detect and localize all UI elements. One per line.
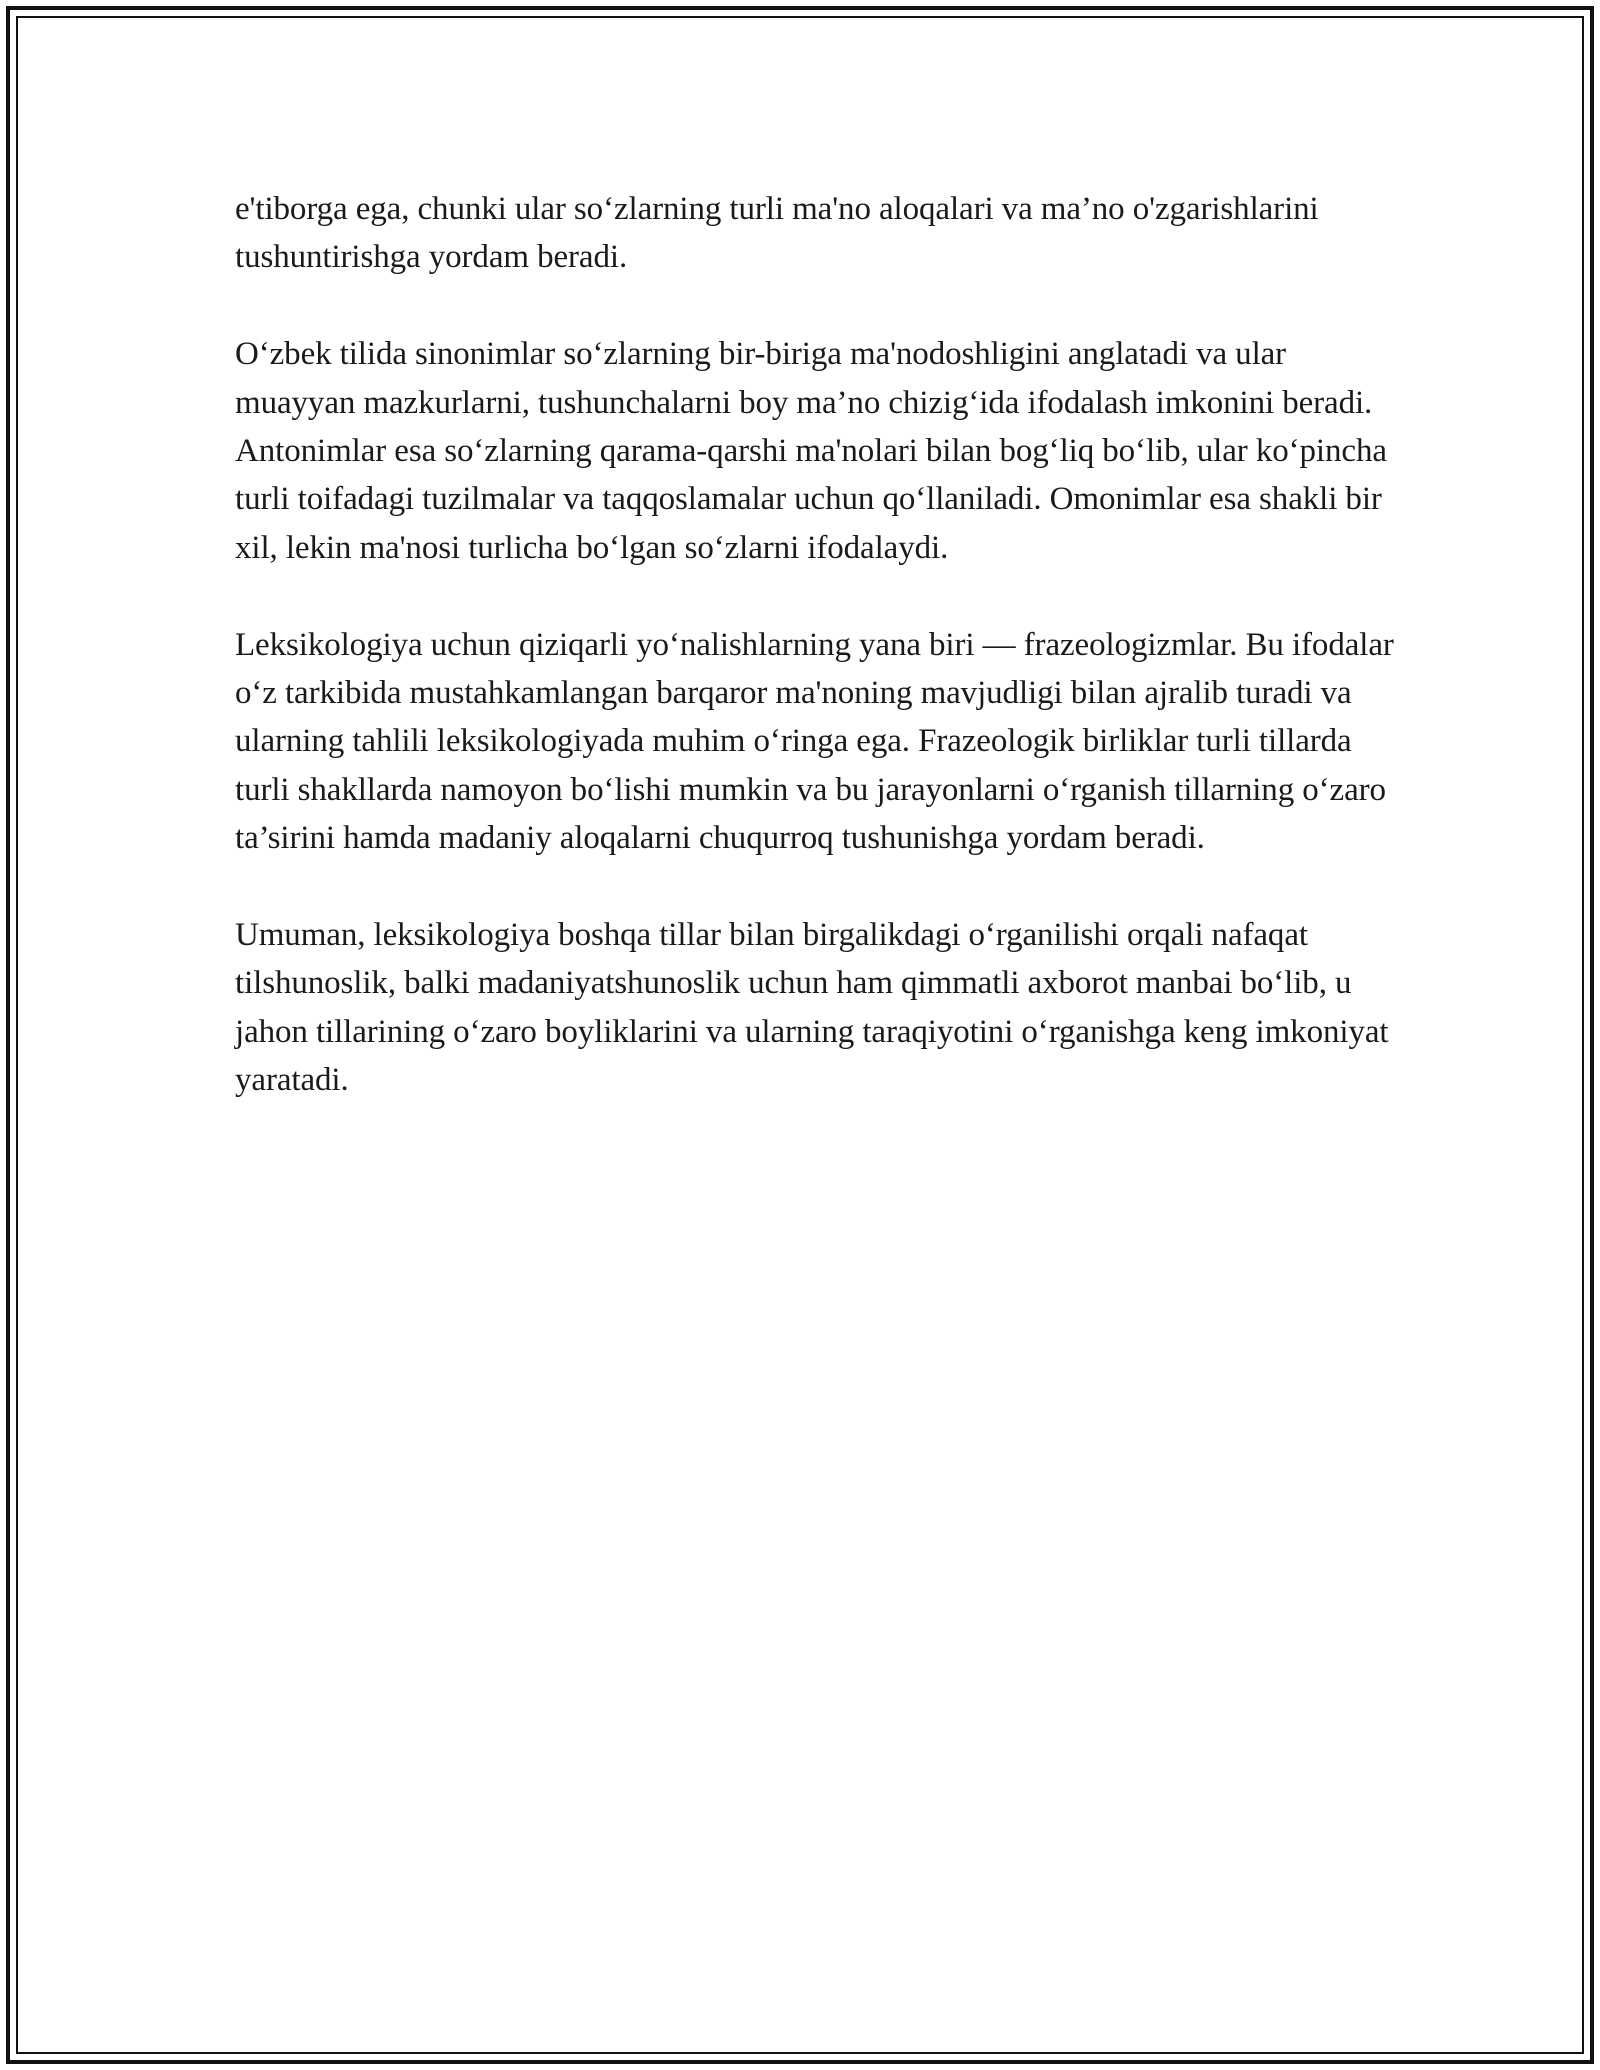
paragraph-3: Leksikologiya uchun qiziqarli yo‘nalishlarning yana biri — frazeologizmlar. Bu ifodalar o‘z tarkibida mustahkamlangan barqaror ma'noning mavjudligi bilan ajralib turadi va ularning tahlili leksikologiyada muhim o‘ringa ega. Frazeologik birliklar turli tillarda turli shakllarda namoyon bo‘lishi mumkin va bu jarayonlarni o‘rganish tillarning o‘zaro ta’sirini hamda madaniy aloqalarni chuqurroq tushunishga yordam beradi. (235, 626, 1394, 857)
paragraph-1: e'tiborga ega, chunki ular so‘zlarning turli ma'no aloqalari va ma’no o'zgarishlarini tushuntirishga yordam beradi. (235, 191, 1319, 276)
paragraph-4: Umuman, leksikologiya boshqa tillar bilan birgalikdagi o‘rganilishi orqali nafaqat tilshunoslik, balki madaniyatshunoslik uchun ham qimmatli axborot manbai bo‘lib, u jahon tillarining o‘zaro boyliklarini va ularning taraqiyotini o‘rganishga keng imkoniyat yaratadi. (235, 917, 1389, 1099)
paragraph-2: O‘zbek tilida sinonimlar so‘zlarning bir-biriga ma'nodoshligini anglatadi va ular muayyan mazkurlarni, tushunchalarni boy ma’no chizig‘ida ifodalash imkonini beradi. Antonimlar esa so‘zlarning qarama-qarshi ma'nolari bilan bog‘liq bo‘lib, ular ko‘pincha turli toifadagi tuzilmalar va taqqoslamalar uchun qo‘llaniladi. Omonimlar esa shakli bir xil, lekin ma'nosi turlicha bo‘lgan so‘zlarni ifodalaydi. (235, 336, 1387, 566)
document-body (235, 185, 1395, 1153)
